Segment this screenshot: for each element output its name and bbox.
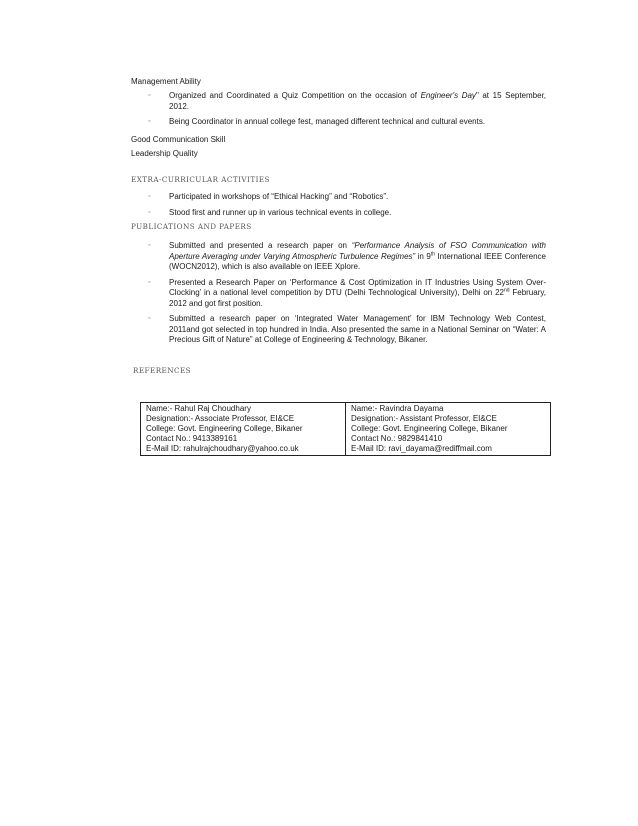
list-item [148, 208, 546, 219]
management-list [148, 91, 546, 128]
management-ability-label: Management Ability [131, 77, 201, 86]
reference-designation: Designation:- Assistant Professor, EI&CE [351, 414, 497, 423]
reference-contact: Contact No.: 9413389161 [146, 434, 238, 443]
bullet-icon: ◦ [148, 278, 151, 286]
list-item [148, 192, 546, 203]
publications-heading: PUBLICATIONS AND PAPERS [131, 222, 252, 231]
paper-title: “Performance Analysis of FSO Communication with Aperture Averaging under Varying Atmospheric Turbulence Regimes” [169, 241, 546, 261]
item-text: Stood first and runner up in various technical events in college. [169, 207, 392, 217]
item-text: Participated in workshops of “Ethical Hacking” and “Robotics”. [169, 192, 389, 201]
reference-email: E-Mail ID: ravi_dayama@rediffmail.com [351, 444, 492, 453]
reference-cell-right [345, 403, 550, 455]
item-text: Presented a Research Paper on ‘Performance & Cost Optimization in IT Industries Using System Over-Clocking’ in a national level competition by DTU (Delhi Technological University), Delhi on 22 [169, 277, 546, 297]
list-item [148, 241, 546, 273]
bullet-icon: ◦ [148, 118, 151, 125]
item-text: International IEEE Conference (WOCN2012), which is also available on IEEE Xplore. [169, 251, 547, 271]
reference-name: Name:- Ravindra Dayama [351, 404, 444, 413]
item-text: Submitted a research paper on ‘Integrated Water Management’ for IBM Technology Web Contest, 2011and got selected in top hundred in India. Also presented the same in a National Seminar on “Water: A Precious Gift of Nature” at College of Engineering & Technology, Bikaner. [169, 314, 546, 344]
ordinal-suffix: nd [503, 287, 510, 294]
item-text: Submitted and presented a research paper on [169, 241, 352, 250]
ordinal-suffix: th [430, 250, 435, 257]
references-heading: REFERENCES [133, 366, 192, 375]
bullet-icon: ◦ [148, 92, 151, 99]
bullet-icon: ◦ [148, 208, 151, 216]
item-text: " at 15 September, 2012. [169, 91, 547, 111]
item-text: in 9 [415, 251, 431, 261]
reference-designation: Designation:- Associate Professor, EI&CE [146, 414, 295, 423]
reference-email: E-Mail ID: rahulrajchoudhary@yahoo.co.uk [146, 444, 299, 453]
communication-skill-label: Good Communication Skill [131, 135, 226, 144]
bullet-icon: ◦ [148, 193, 151, 200]
reference-name: Name:- Rahul Raj Choudhary [146, 404, 251, 413]
item-text: February, 2012 and got first position. [169, 288, 547, 308]
reference-cell-left [141, 403, 345, 455]
references-table [140, 402, 551, 456]
list-item [148, 117, 546, 128]
list-item [148, 314, 546, 346]
reference-college: College: Govt. Engineering College, Bikaner [351, 424, 508, 433]
leadership-quality-label: Leadership Quality [131, 149, 198, 158]
list-item [148, 278, 546, 310]
item-text: Organized and Coordinated a Quiz Competition on the occasion of [169, 91, 421, 100]
bullet-icon: ◦ [148, 315, 151, 322]
item-text: Being Coordinator in annual college fest, managed different technical and cultural events. [169, 117, 486, 126]
extra-curricular-list [148, 192, 546, 218]
extra-curricular-heading: EXTRA-CURRICULAR ACTIVITIES [131, 175, 270, 184]
list-item [148, 91, 546, 112]
reference-contact: Contact No.: 9829841410 [351, 434, 443, 443]
publications-list [148, 241, 546, 346]
reference-college: College: Govt. Engineering College, Bikaner [146, 424, 303, 433]
item-emphasis: Engineer's Day [420, 91, 476, 100]
bullet-icon: ◦ [148, 242, 151, 249]
